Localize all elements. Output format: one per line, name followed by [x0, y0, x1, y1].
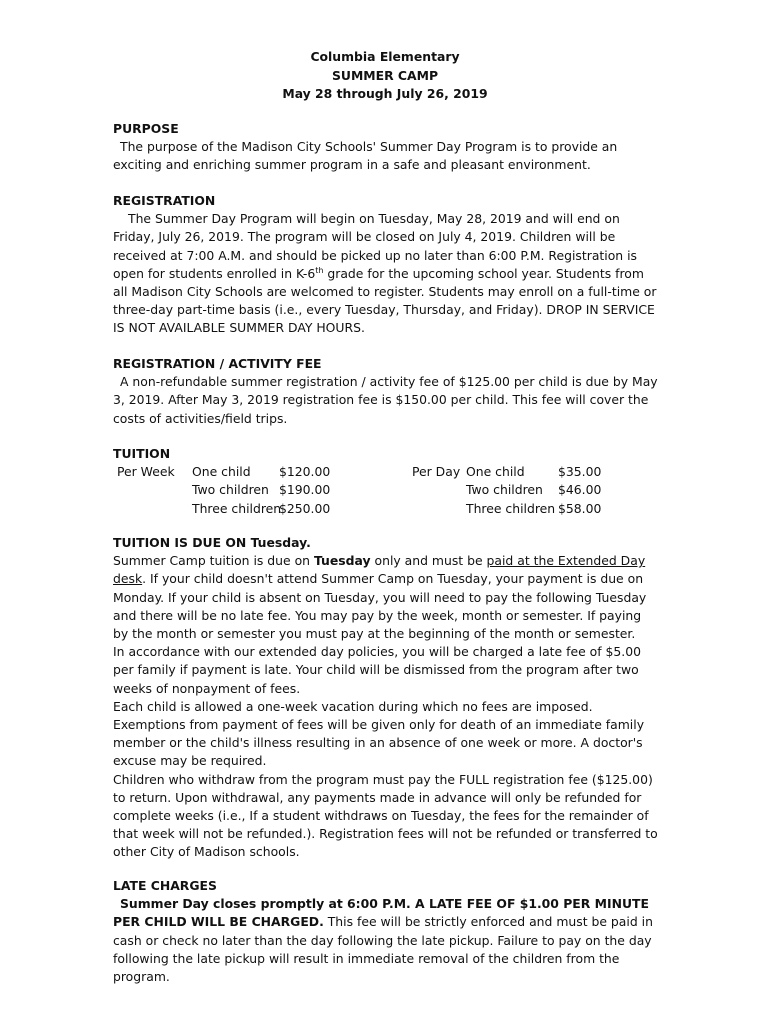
ordinal-suffix: th [315, 265, 324, 275]
tuition-due-section [113, 534, 659, 862]
vacation-paragraph: Each child is allowed a one-week vacation during which no fees are imposed. Exemptions from payment of fees will be given only for death of an immediate family member or the child's illness resulting in an absence of one week or more. A doctor's excuse may be required. [113, 698, 645, 769]
withdrawal-paragraph: Children who withdraw from the program must pay the FULL registration fee ($125.00) to return. Upon withdrawal, any payments made in advance will only be refunded for complete weeks (i.e., If a student withdraws on Tuesday, the fees for the remainder of that week will not be refunded.). Registration fees will not be refunded or transferred to other City of Madison schools. [113, 771, 658, 860]
per-day-label: Per Day [412, 464, 461, 480]
fee-heading: REGISTRATION / ACTIVITY FEE [113, 356, 322, 371]
tuition-option-label: One child [466, 464, 525, 480]
tuition-section [113, 445, 659, 519]
program-dates: May 28 through July 26, 2019 [282, 86, 488, 101]
program-name: SUMMER CAMP [331, 67, 439, 83]
late-payment-paragraph: In accordance with our extended day policies, you will be charged a late fee of $5.00 per family if payment is late. Your child will be dismissed from the program after two weeks of nonpayment of fees. [113, 644, 641, 696]
late-charges-text: Summer Day closes promptly at 6:00 P.M. A LATE FEE OF $1.00 PER MINUTE PER CHILD WILL BE CHARGED. This fee will be strictly enforced and must be paid in cash or check no later than the day following the late pickup. Failure to pay on the day following the late pickup will result in immediate removal of the children from the program. [113, 896, 653, 985]
tuition-option-label: One child [192, 464, 251, 480]
tuition-heading: TUITION [113, 446, 171, 461]
fee-text: A non-refundable summer registration / activity fee of $125.00 per child is due by May 3, 2019. After May 3, 2019 registration fee is $150.00 per child. This fee will cover the costs of activities/field trips. [113, 374, 658, 426]
tuition-option-label: Two children [466, 482, 543, 498]
tuition-price: $120.00 [279, 464, 331, 480]
tuition-due-heading: TUITION IS DUE ON Tuesday. [113, 535, 311, 550]
school-name: Columbia Elementary [310, 49, 460, 64]
tuition-option-label: Three children [192, 500, 282, 516]
document-header [0, 48, 770, 104]
registration-text: The Summer Day Program will begin on Tuesday, May 28, 2019 and will end on Friday, July 26, 2019. The program will be closed on July 4, 2019. Children will be received at 7:00 A.M. and should be picked up no later than 6:00 P.M. Registration is open for students enrolled in K-6th grade for the upcoming school year. Students from all Madison City Schools are welcomed to register. Students may enroll on a full-time or three-day part-time basis (i.e., every Tuesday, Thursday, and Friday). DROP IN SERVICE IS NOT AVAILABLE SUMMER DAY HOURS. [113, 211, 657, 336]
tuition-price: $46.00 [558, 482, 602, 498]
registration-section [113, 192, 659, 338]
purpose-heading: PURPOSE [113, 121, 179, 136]
tuition-option-label: Three children [466, 500, 556, 516]
per-week-labels [192, 463, 281, 518]
tuition-due-paragraph: Summer Camp tuition is due on Tuesday only and must be paid at the Extended Day desk. If your child doesn't attend Summer Camp on Tuesday, your payment is due on Monday. If your child is absent on Tuesday, you will need to pay the following Tuesday and there will be no late fee. You may pay by the week, month or semester. If paying by the month or semester you must pay at the beginning of the month or semester. [113, 553, 647, 642]
late-charges-section [113, 877, 659, 986]
per-day-prices [558, 463, 601, 518]
tuition-price: $35.00 [558, 464, 602, 480]
extended-day-desk: paid at the Extended Day desk [113, 553, 646, 587]
per-day-labels [466, 463, 555, 518]
late-charges-heading: LATE CHARGES [113, 878, 217, 893]
tuition-price: $190.00 [279, 482, 331, 498]
registration-heading: REGISTRATION [113, 193, 216, 208]
purpose-section [113, 120, 659, 175]
tuition-option-label: Two children [192, 482, 269, 498]
fee-section [113, 355, 659, 428]
tuition-table [113, 463, 659, 519]
purpose-text: The purpose of the Madison City Schools' Summer Day Program is to provide an exciting and enriching summer program in a safe and pleasant environment. [113, 139, 618, 173]
per-week-label: Per Week [117, 464, 175, 480]
tuition-price: $58.00 [558, 500, 602, 516]
per-week-prices [279, 463, 330, 518]
tuition-price: $250.00 [279, 500, 331, 516]
